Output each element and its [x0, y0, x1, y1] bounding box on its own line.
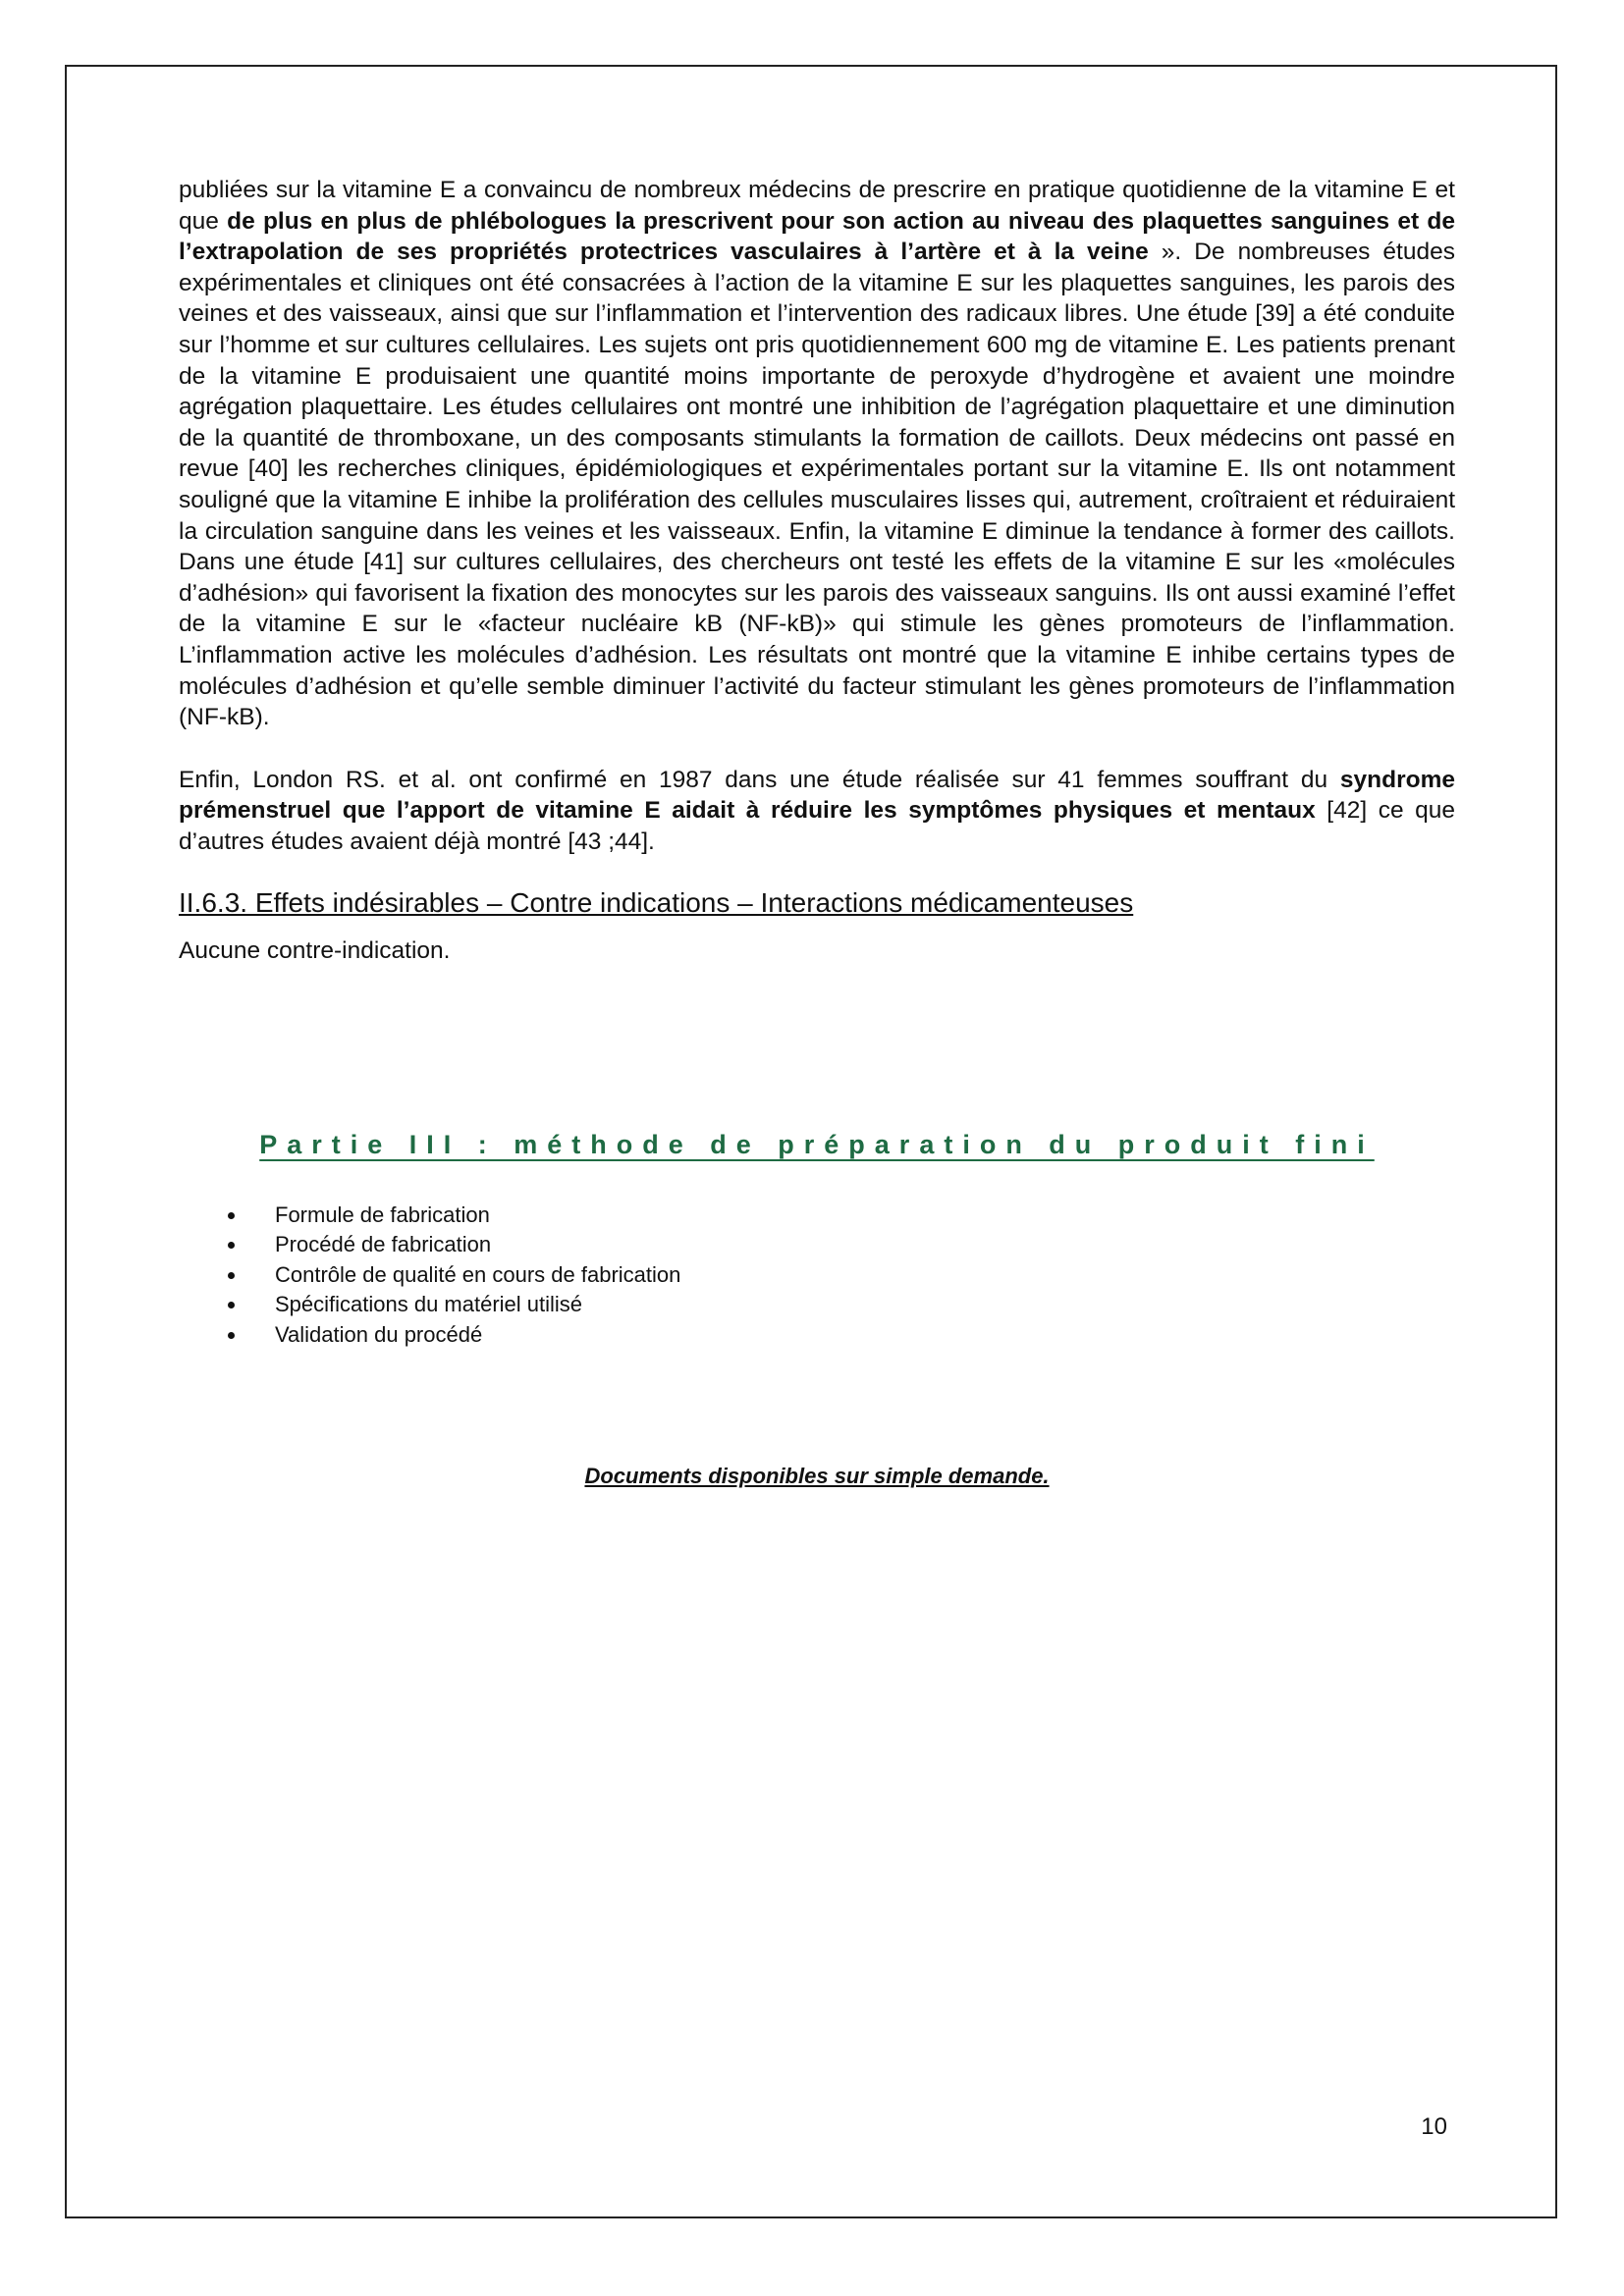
list-item: Contrôle de qualité en cours de fabrication [179, 1260, 1455, 1291]
page-number: 10 [1421, 2113, 1447, 2140]
list-item: Formule de fabrication [179, 1201, 1455, 1231]
paragraph-bold-text: de plus en plus de phlébologues la prescrivent pour son action au niveau des plaquettes sanguines et de l’extrapolation de ses propriétés protectrices vasculaires à l’artère et à la veine [179, 207, 1455, 266]
list-item: Validation du procédé [179, 1320, 1455, 1351]
page-content [179, 175, 1455, 1491]
documents-note: Documents disponibles sur simple demande. [584, 1463, 1050, 1488]
paragraph-vitamin-e-effects [179, 175, 1455, 733]
bullet-list [179, 1201, 1455, 1351]
paragraph-text: publiées sur la vitamine E a convaincu de nombreux médecins de prescrire en pratique quotidienne de la vitamine E et que [179, 177, 1455, 235]
paragraph-bold-text: syndrome prémenstruel que l’apport de vitamine E aidait à réduire les symptômes physiques et mentaux [179, 766, 1455, 825]
paragraph-premenstrual-study [179, 765, 1455, 858]
paragraph-text: Enfin, London RS. et al. ont confirmé en 1987 dans une étude réalisée sur 41 femmes souffrant du [179, 766, 1340, 793]
section-heading: II.6.3. Effets indésirables – Contre indications – Interactions médicamenteuses [179, 887, 1134, 919]
paragraph-text: [42] ce que d’autres études avaient déjà montré [43 ;44]. [179, 797, 1455, 855]
section-body: Aucune contre-indication. [179, 937, 451, 965]
paragraph-text: ». De nombreuses études expérimentales et cliniques ont été consacrées à l’action de la vitamine E sur les plaquettes sanguines, les parois des veines et des vaisseaux, ainsi que sur l’inflammation et l’intervention des radicaux libres. Une étude [39] a été conduite sur l’homme et sur cultures cellulaires. Les sujets ont pris quotidiennement 600 mg de vitamine E. Les patients prenant de la vitamine E produisaient une quantité moins importante de peroxyde d’hydrogène et avaient une moindre agrégation plaquettaire. Les études cellulaires ont montré une inhibition de l’agrégation plaquettaire et une diminution de la quantité de thromboxane, un des composants stimulants la formation de caillots. Deux médecins ont passé en revue [40] les recherches cliniques, épidémiologiques et expérimentales portant sur la vitamine E. Ils ont notamment souligné que la vitamine E inhibe la prolifération des cellules musculaires lisses qui, autrement, croîtraient et réduiraient la circulation sanguine dans les veines et les vaisseaux. Enfin, la vitamine E diminue la tendance à former des caillots. Dans une étude [41] sur cultures cellulaires, des chercheurs ont testé les effets de la vitamine E sur les «molécules d’adhésion» qui favorisent la fixation des monocytes sur les parois des vaisseaux sanguins. Ils ont aussi examiné l’effet de la vitamine E sur le «facteur nucléaire kB (NF-kB)» qui stimule les gènes promoteurs de l’inflammation. L’inflammation active les molécules d’adhésion. Les résultats ont montré que la vitamine E inhibe certains types de molécules d’adhésion et qu’elle semble diminuer l’activité du facteur stimulant les gènes promoteurs de l’inflammation (NF-kB). [179, 239, 1455, 731]
list-item: Spécifications du matériel utilisé [179, 1290, 1455, 1320]
list-item: Procédé de fabrication [179, 1230, 1455, 1260]
part-title: Partie III : méthode de préparation du produit fini [259, 1130, 1375, 1160]
